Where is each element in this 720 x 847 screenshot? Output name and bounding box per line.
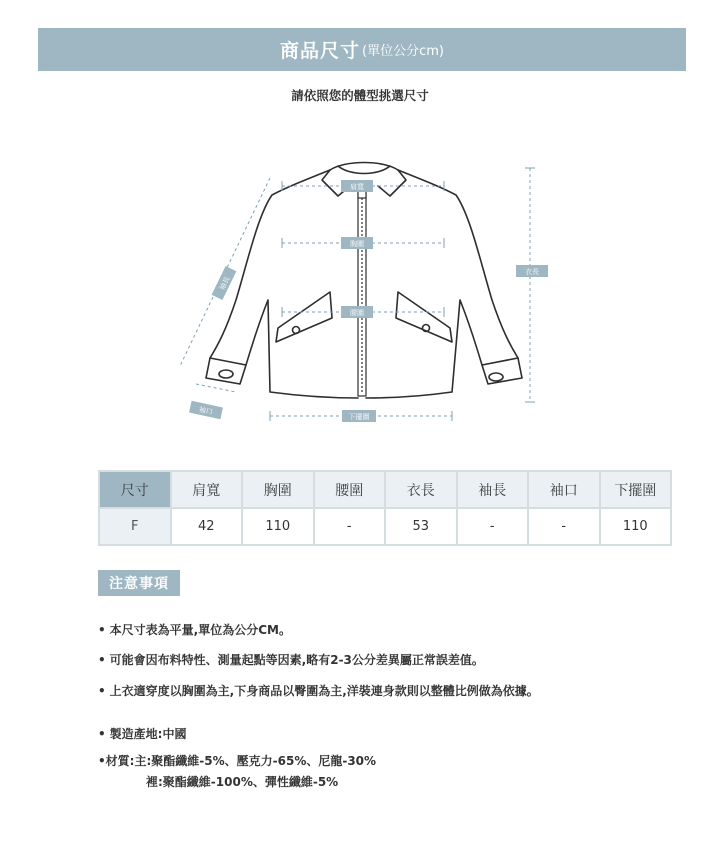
material-lining: 裡:聚酯纖維-100%、彈性纖維-5% xyxy=(146,775,339,789)
cell-shoulder: 42 xyxy=(171,508,243,545)
cell-chest: 110 xyxy=(242,508,314,545)
cell-length: 53 xyxy=(385,508,457,545)
note-item xyxy=(98,621,291,638)
page-title: 商品尺寸 xyxy=(280,40,361,62)
size-table xyxy=(98,470,672,546)
note-text: 製造產地:中國 xyxy=(109,727,187,741)
zipper xyxy=(358,188,366,396)
page-title-unit: (單位公分cm) xyxy=(362,44,444,59)
label-waist: 腰圍 xyxy=(350,309,364,317)
label-shoulder: 肩寬 xyxy=(350,183,364,191)
label-chest: 胸圍 xyxy=(350,240,364,248)
tag-waist xyxy=(341,306,373,318)
note-item xyxy=(98,682,539,699)
bullet-icon: • xyxy=(98,653,106,667)
label-hem: 下擺圍 xyxy=(348,413,370,421)
bullet-icon: • xyxy=(98,727,106,741)
measure-lines xyxy=(180,168,530,416)
cell-hem: 110 xyxy=(600,508,672,545)
header-shoulder: 肩寬 xyxy=(171,471,243,508)
tag-hem xyxy=(342,410,376,422)
cell-size: F xyxy=(99,508,171,545)
tag-length xyxy=(516,265,548,277)
header-size: 尺寸 xyxy=(99,471,171,508)
material-label: 材質: xyxy=(105,754,135,768)
cell-cuff: - xyxy=(528,508,600,545)
label-length: 衣長 xyxy=(525,268,539,276)
header-sleeve: 袖長 xyxy=(457,471,529,508)
note-text: 可能會因布料特性、測量起點等因素,略有2-3公分差異屬正常誤差值。 xyxy=(109,653,484,667)
header-hem: 下擺圍 xyxy=(600,471,672,508)
subtitle: 請依照您的體型挑選尺寸 xyxy=(291,88,429,103)
tag-cuff xyxy=(189,401,223,419)
note-text: 本尺寸表為平量,單位為公分CM。 xyxy=(109,623,291,637)
note-text: 上衣適穿度以胸圍為主,下身商品以臀圍為主,洋裝連身款則以整體比例做為依據。 xyxy=(109,684,539,698)
bullet-icon: • xyxy=(98,754,106,768)
cell-waist: - xyxy=(314,508,386,545)
label-cuff: 袖口 xyxy=(198,405,214,417)
header-length: 衣長 xyxy=(385,471,457,508)
header-waist: 腰圍 xyxy=(314,471,386,508)
note-item xyxy=(98,651,484,668)
tag-chest xyxy=(341,237,373,249)
label-sleeve: 袖長 xyxy=(218,275,232,292)
tag-shoulder xyxy=(341,180,373,192)
cell-sleeve: - xyxy=(457,508,529,545)
material-info xyxy=(98,752,376,790)
table-row xyxy=(99,508,671,545)
bullet-icon: • xyxy=(98,623,106,637)
note-item xyxy=(98,725,186,742)
tag-sleeve xyxy=(212,266,237,300)
bullet-icon: • xyxy=(98,684,106,698)
header-cuff: 袖口 xyxy=(528,471,600,508)
material-main: 主:聚酯纖維-5%、壓克力-65%、尼龍-30% xyxy=(134,754,377,768)
notes-title: 注意事項 xyxy=(98,570,180,596)
header-chest: 胸圍 xyxy=(242,471,314,508)
size-table-header xyxy=(99,471,671,508)
